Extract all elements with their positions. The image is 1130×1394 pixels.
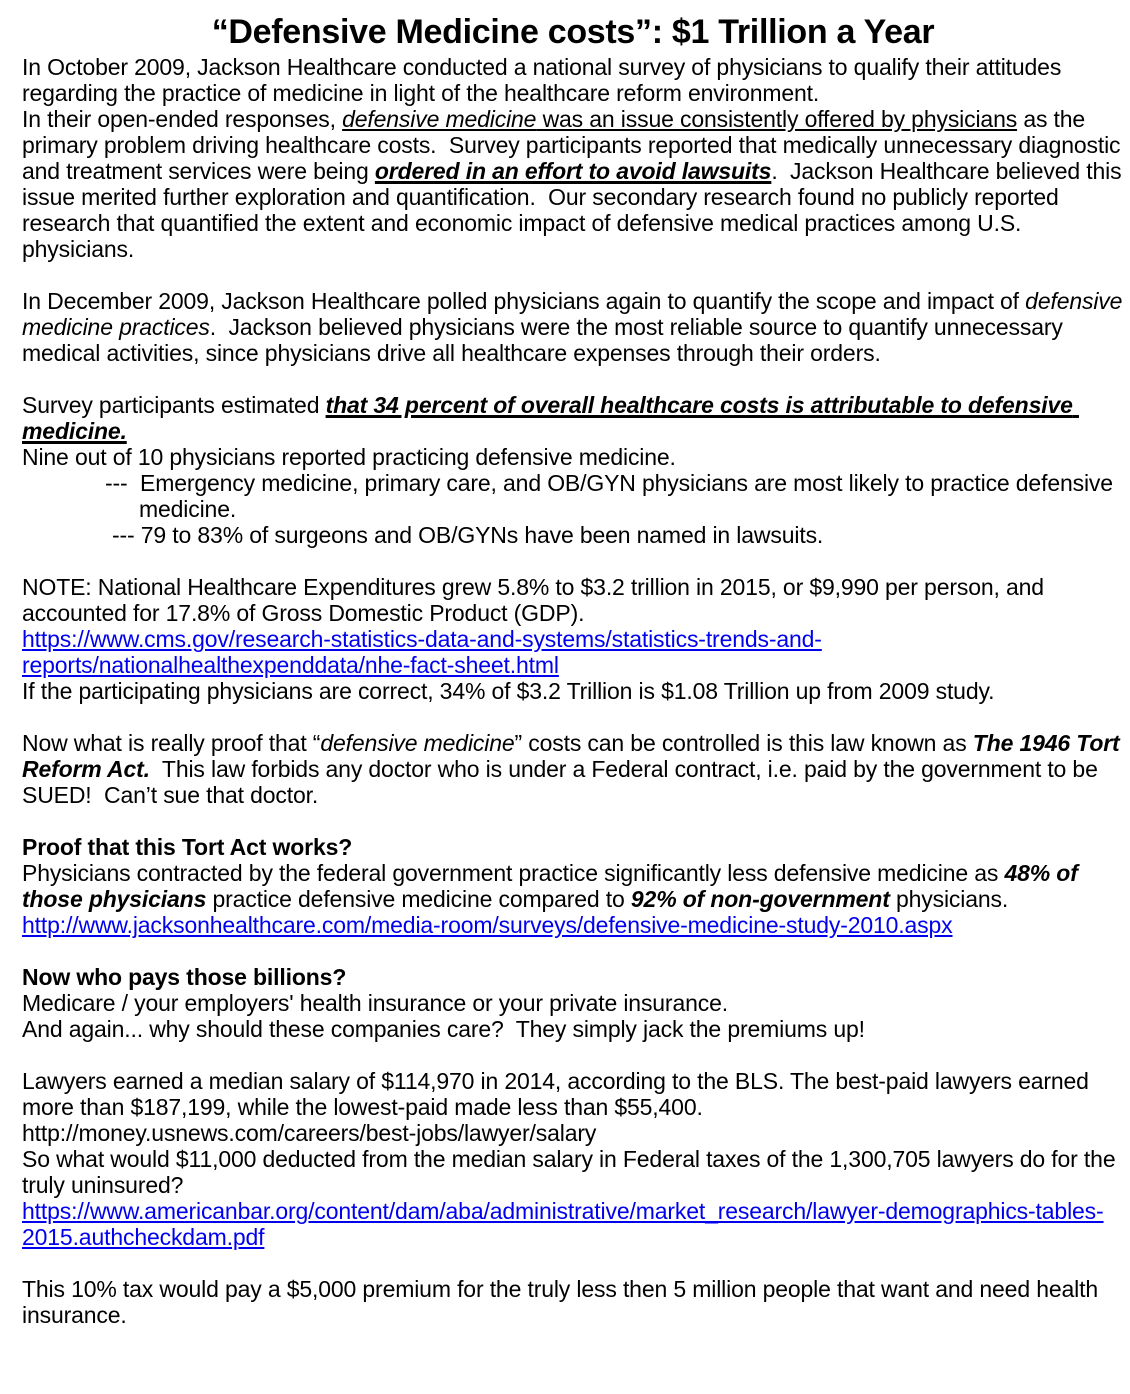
lawyers-paragraph xyxy=(22,1068,1124,1250)
americanbar-link[interactable]: https://www.americanbar.org/content/dam/aba/administrative/market_research/lawyer-demographics-tables-2015.authcheckdam.pdf xyxy=(22,1198,1104,1250)
defensive-medicine-quoted-italic: defensive medicine xyxy=(320,730,515,756)
paragraph-spacer xyxy=(22,262,1124,288)
text-run: In their open-ended responses, xyxy=(22,106,343,132)
forty-eight-percent-emphasis: 48% of those physicians xyxy=(22,860,1084,912)
text-run: So what would $11,000 deducted from the median salary in Federal taxes of the 1,300,705 lawyers do for the truly uninsured? xyxy=(22,1146,1122,1198)
december-survey-paragraph xyxy=(22,288,1129,366)
text-run: In October 2009, Jackson Healthcare conducted a national survey of physicians to qualify their attitudes regarding the practice of medicine in light of the healthcare reform environment. xyxy=(22,54,1068,106)
text-run: practice defensive medicine compared to xyxy=(206,886,631,912)
paragraph-spacer xyxy=(22,1250,1124,1276)
text-run: Now what is really proof that “ xyxy=(22,730,321,756)
text-run: physicians. xyxy=(889,886,1009,912)
paragraph-spacer xyxy=(22,808,1124,834)
paragraph-spacer xyxy=(22,548,1124,574)
survey-findings-paragraph xyxy=(22,392,1124,470)
underlined-claim: was an issue consistently offered by physicians xyxy=(536,106,1018,132)
paragraph-spacer xyxy=(22,1042,1124,1068)
bullet-lawsuits xyxy=(22,522,1124,548)
conclusion-paragraph xyxy=(22,1276,1124,1328)
thirty-four-percent-claim: that 34 percent of overall healthcare costs is attributable to defensive medicine. xyxy=(22,392,1079,444)
text-run: --- 79 to 83% of surgeons and OB/GYNs have been named in lawsuits. xyxy=(112,522,824,548)
paragraph-spacer xyxy=(22,704,1124,730)
text-run: . Jackson Healthcare believed this issue merited further exploration and quantification. Our secondary research found no publicly reported research that quantified the extent and economic impact of defensive medical practices among U.S. physicians. xyxy=(22,158,1128,262)
note-paragraph xyxy=(22,574,1124,704)
text-run: Nine out of 10 physicians reported practicing defensive medicine. xyxy=(22,444,676,470)
paragraph-spacer xyxy=(22,366,1124,392)
text-run: In December 2009, Jackson Healthcare polled physicians again to quantify the scope and impact of xyxy=(22,288,1026,314)
text-run: Lawyers earned a median salary of $114,970 in 2014, according to the BLS. The best-paid lawyers earned more than $187,199, while the lowest-paid made less than $55,400. xyxy=(22,1068,1096,1120)
text-run: Medicare / your employers' health insurance or your private insurance. xyxy=(22,990,728,1016)
usnews-url-text: http://money.usnews.com/careers/best-jobs/lawyer/salary xyxy=(22,1120,597,1146)
cms-link[interactable]: https://www.cms.gov/research-statistics-data-and-systems/statistics-trends-and-reports/nationalhealthexpenddata/nhe-fact-sheet.html xyxy=(22,626,822,678)
payers-paragraph xyxy=(22,964,1124,1042)
text-run: Physicians contracted by the federal government practice significantly less defensive medicine as xyxy=(22,860,1005,886)
text-run: If the participating physicians are correct, 34% of $3.2 Trillion is $1.08 Trillion up from 2009 study. xyxy=(22,678,995,704)
text-run: This 10% tax would pay a $5,000 premium for the truly less then 5 million people that want and need health insurance. xyxy=(22,1276,1105,1328)
text-run: And again... why should these companies care? They simply jack the premiums up! xyxy=(22,1016,865,1042)
tort-act-name: The 1946 Tort Reform Act. xyxy=(22,730,1126,782)
text-run: NOTE: National Healthcare Expenditures grew 5.8% to $3.2 trillion in 2015, or $9,990 per person, and accounted for 17.8% of Gross Domestic Product (GDP). xyxy=(22,574,1051,626)
text-run: Survey participants estimated xyxy=(22,392,326,418)
text-run: ” costs can be controlled is this law known as xyxy=(514,730,973,756)
document-title: “Defensive Medicine costs”: $1 Trillion a Year xyxy=(211,13,935,51)
defensive-medicine-italic: defensive medicine xyxy=(342,106,537,132)
payers-heading: Now who pays those billions? xyxy=(22,964,347,990)
proof-heading: Proof that this Tort Act works? xyxy=(22,834,353,860)
text-run: . Jackson believed physicians were the most reliable source to quantify unnecessary medical activities, since physicians drive all healthcare expenses through their orders. xyxy=(22,314,1069,366)
intro-paragraph xyxy=(22,54,1128,262)
text-run: --- Emergency medicine, primary care, and OB/GYN physicians are most likely to practice defensive medicine. xyxy=(105,470,1120,522)
avoid-lawsuits-emphasis: ordered in an effort to avoid lawsuits xyxy=(374,158,772,184)
text-run: as the primary problem driving healthcare costs. Survey participants reported that medically unnecessary diagnostic and treatment services were being xyxy=(22,106,1127,184)
ninety-two-percent-emphasis: 92% of non-government xyxy=(630,886,890,912)
paragraph-spacer xyxy=(22,938,1124,964)
document-body xyxy=(22,54,1129,1328)
defensive-medicine-practices-italic: defensive medicine practices xyxy=(22,288,1129,340)
text-run: This law forbids any doctor who is under a Federal contract, i.e. paid by the government to be SUED! Can’t sue that doctor. xyxy=(22,756,1104,808)
tort-act-paragraph xyxy=(22,730,1124,808)
proof-paragraph xyxy=(22,834,1124,938)
bullet-specialties xyxy=(22,470,1124,522)
jackson-study-link[interactable]: http://www.jacksonhealthcare.com/media-room/surveys/defensive-medicine-study-2010.aspx xyxy=(22,912,953,938)
